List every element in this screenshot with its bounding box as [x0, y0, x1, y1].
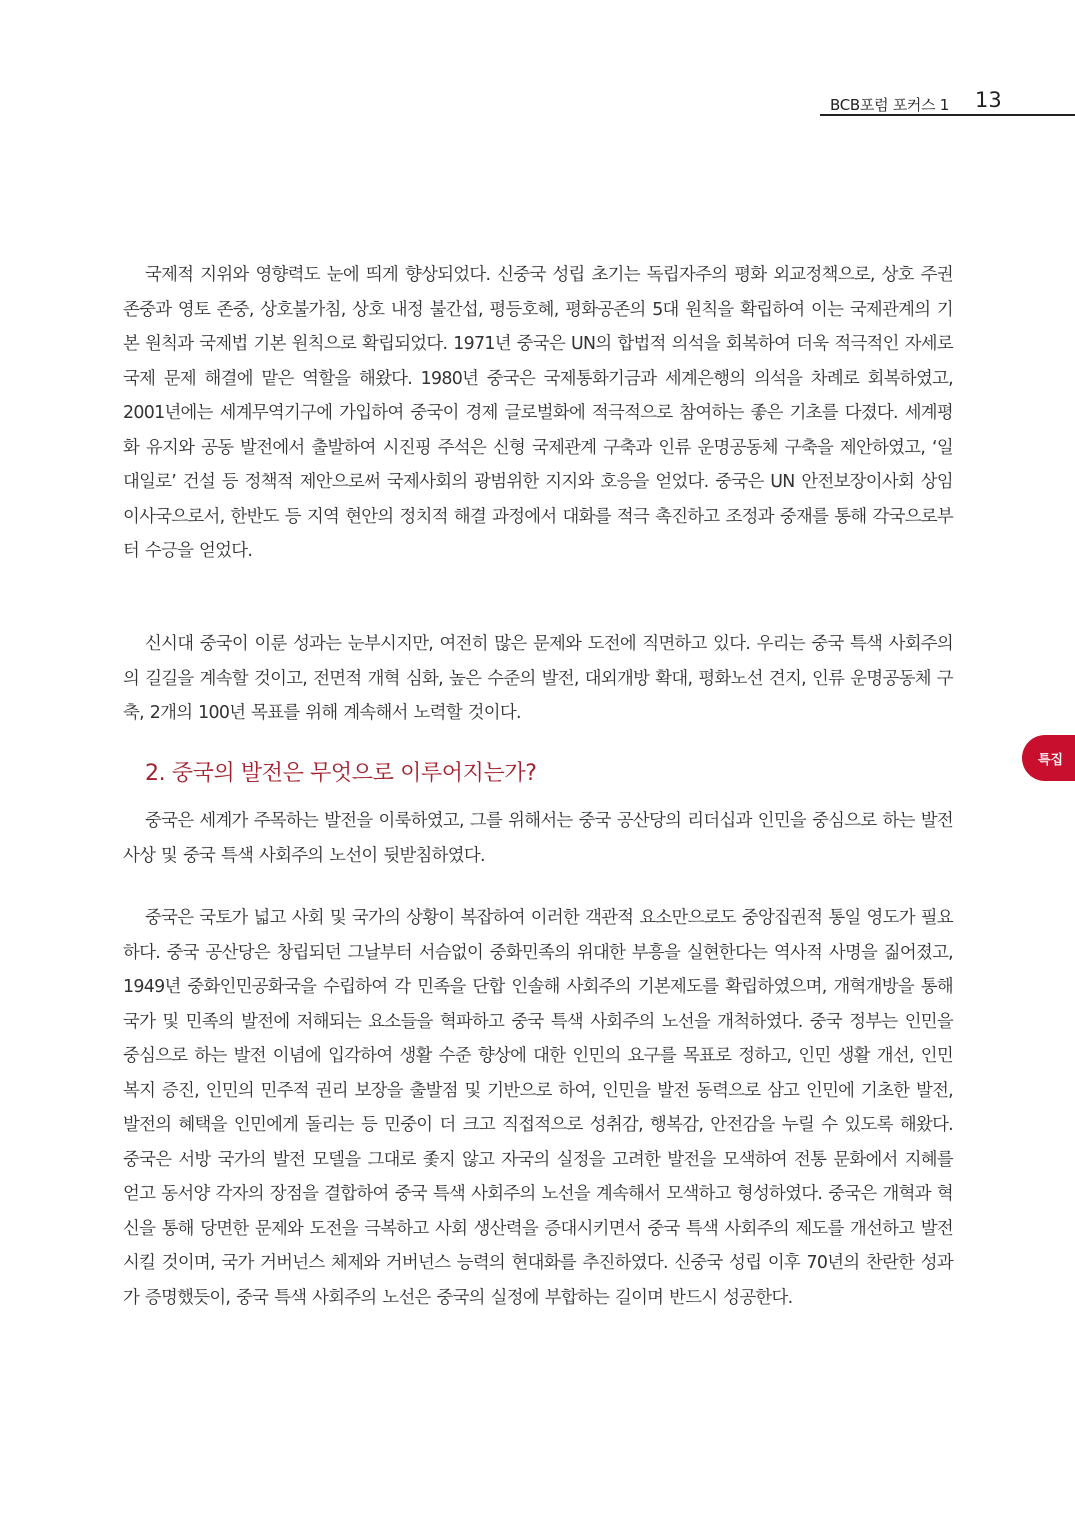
- paragraph-new-era: 신시대 중국이 이룬 성과는 눈부시지만, 여전히 많은 문제와 도전에 직면하고 있다. 우리는 중국 특색 사회주의의 길길을 계속할 것이고, 전면적 개혁 심화, 높은 수준의 발전, 대외개방 확대, 평화노선 견지, 인류 운명공동체 구축, 2개의 100년 목표를 위해 계속해서 노력할 것이다.: [123, 634, 953, 723]
- running-header: [820, 88, 1075, 116]
- header-rule: [820, 114, 1075, 116]
- page-number: 13: [975, 88, 1002, 112]
- section-tab-label: 특집: [1037, 752, 1064, 768]
- section-heading: 2. 중국의 발전은 무엇으로 이루어지는가?: [145, 761, 537, 786]
- paragraph-international-status: 국제적 지위와 영향력도 눈에 띄게 향상되었다. 신중국 성립 초기는 독립자주의 평화 외교정책으로, 상호 주권존중과 영토 존중, 상호불가침, 상호 내정 불간섭, 평등호혜, 평화공존의 5대 원칙을 확립하여 이는 국제관계의 기본 원칙과 국제법 기본 원칙으로 확립되었다. 1971년 중국은 UN의 합법적 의석을 회복하여 더욱 적극적인 자세로 국제 문제 해결에 맡은 역할을 해왔다. 1980년 중국은 국제통화기금과 세계은행의 의석을 차례로 회복하였고, 2001년에는 세계무역기구에 가입하여 중국이 경제 글로벌화에 적극적으로 참여하는 좋은 기초를 다졌다. 세계평화 유지와 공동 발전에서 출발하여 시진핑 주석은 신형 국제관계 구축과 인류 운명공동체 구축을 제안하였고, ‘일대일로’ 건설 등 정책적 제안으로써 국제사회의 광범위한 지지와 호응을 얻었다. 중국은 UN 안전보장이사회 상임이사국으로서, 한반도 등 지역 현안의 정치적 해결 과정에서 대화를 적극 촉진하고 조정과 중재를 통해 각국으로부터 수긍을 얻었다.: [123, 265, 953, 561]
- section-label: BCB포럼 포커스 1: [830, 96, 950, 114]
- paragraph-party-leadership: 중국은 국토가 넓고 사회 및 국가의 상황이 복잡하여 이러한 객관적 요소만으로도 중앙집권적 통일 영도가 필요하다. 중국 공산당은 창립되던 그날부터 서슴없이 중화민족의 위대한 부흥을 실현한다는 역사적 사명을 짊어졌고, 1949년 중화인민공화국을 수립하여 각 민족을 단합 인솔해 사회주의 기본제도를 확립하였으며, 개혁개방을 통해 국가 및 민족의 발전에 저해되는 요소들을 혁파하고 중국 특색 사회주의 노선을 개척하였다. 중국 정부는 인민을 중심으로 하는 발전 이념에 입각하여 생활 수준 향상에 대한 인민의 요구를 목표로 정하고, 인민 생활 개선, 인민 복지 증진, 인민의 민주적 권리 보장을 출발점 및 기반으로 하여, 인민을 발전 동력으로 삼고 인민에 기초한 발전, 발전의 혜택을 인민에게 돌리는 등 민중이 더 크고 직접적으로 성취감, 행복감, 안전감을 누릴 수 있도록 해왔다. 중국은 서방 국가의 발전 모델을 그대로 좇지 않고 자국의 실정을 고려한 발전을 모색하여 전통 문화에서 지혜를 얻고 동서양 각자의 장점을 결합하여 중국 특색 사회주의 노선을 계속해서 모색하고 형성하였다. 중국은 개혁과 혁신을 통해 당면한 문제와 도전을 극복하고 사회 생산력을 증대시키면서 중국 특색 사회주의 제도를 개선하고 발전시킬 것이며, 국가 거버넌스 체제와 거버넌스 능력의 현대화를 추진하였다. 신중국 성립 이후 70년의 찬란한 성과가 증명했듯이, 중국 특색 사회주의 노선은 중국의 실정에 부합하는 길이며 반드시 성공한다.: [123, 908, 953, 1308]
- section-tab-feature: [1022, 735, 1075, 781]
- paragraph-development-intro: 중국은 세계가 주목하는 발전을 이룩하였고, 그를 위해서는 중국 공산당의 리더십과 인민을 중심으로 하는 발전 사상 및 중국 특색 사회주의 노선이 뒷받침하였다.: [123, 811, 953, 866]
